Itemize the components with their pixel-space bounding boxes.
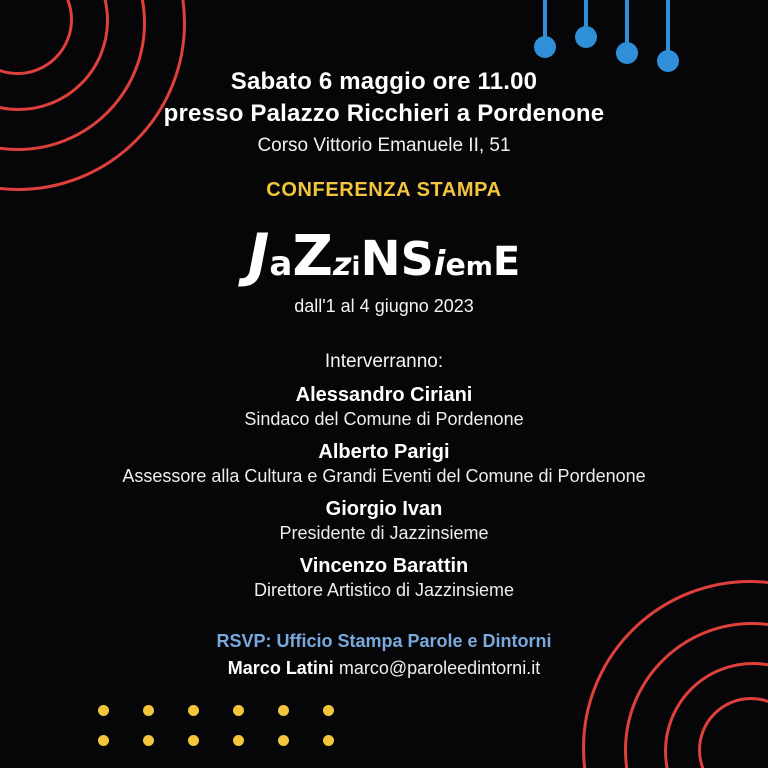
rsvp-label: RSVP bbox=[216, 631, 266, 652]
speakers-heading: Interverranno: bbox=[324, 351, 444, 373]
dot-icon bbox=[233, 735, 244, 746]
speaker-entry bbox=[0, 498, 768, 544]
logo-letter: z bbox=[332, 245, 352, 284]
contact-name: Marco Latini bbox=[227, 658, 334, 679]
dot-grid-row bbox=[98, 705, 334, 716]
speaker-role: Presidente di Jazzinsieme bbox=[279, 523, 489, 544]
dot-icon bbox=[323, 705, 334, 716]
speaker-role: Direttore Artistico di Jazzinsieme bbox=[253, 580, 515, 601]
dot-icon bbox=[188, 705, 199, 716]
rsvp-organization: Ufficio Stampa Parole e Dintorni bbox=[276, 631, 552, 652]
dot-icon bbox=[278, 735, 289, 746]
logo-letter: N bbox=[360, 231, 401, 288]
dot-icon bbox=[278, 705, 289, 716]
logo-letter: Z bbox=[292, 224, 333, 290]
jazzinsieme-logo bbox=[0, 221, 768, 290]
logo-letter: i bbox=[351, 252, 361, 283]
event-address: Corso Vittorio Emanuele II, 51 bbox=[257, 135, 511, 157]
dot-icon bbox=[98, 735, 109, 746]
speaker-entry bbox=[0, 555, 768, 601]
contact-line bbox=[0, 658, 768, 679]
event-when-line-1: Sabato 6 maggio ore 11.00 bbox=[230, 68, 538, 95]
dot-icon bbox=[233, 705, 244, 716]
speaker-name: Alessandro Ciriani bbox=[295, 384, 473, 407]
speaker-name: Vincenzo Barattin bbox=[299, 555, 469, 578]
logo-letter: e bbox=[445, 248, 466, 284]
rsvp-line bbox=[0, 631, 768, 652]
speaker-entry bbox=[0, 441, 768, 487]
logo-letter: m bbox=[465, 252, 493, 283]
rsvp-separator: : bbox=[265, 631, 277, 652]
dot-icon bbox=[143, 735, 154, 746]
speakers-list bbox=[0, 384, 768, 601]
event-kicker: CONFERENZA STAMPA bbox=[266, 179, 502, 202]
dot-icon bbox=[188, 735, 199, 746]
dot-icon bbox=[323, 735, 334, 746]
dot-grid-row bbox=[98, 735, 334, 746]
speaker-name: Giorgio Ivan bbox=[325, 498, 443, 521]
yellow-dot-grid bbox=[98, 705, 334, 746]
speaker-role: Assessore alla Cultura e Grandi Eventi del Comune di Pordenone bbox=[122, 466, 646, 487]
event-when-line-2: presso Palazzo Ricchieri a Pordenone bbox=[163, 99, 605, 127]
dot-icon bbox=[98, 705, 109, 716]
logo-letter: S bbox=[400, 232, 434, 287]
speaker-name: Alberto Parigi bbox=[318, 441, 450, 464]
logo-letter: a bbox=[269, 244, 293, 285]
arc-ring-inner-br-icon bbox=[698, 697, 768, 768]
logo-letter: J bbox=[247, 221, 270, 290]
contact-email[interactable]: marco@paroleedintorni.it bbox=[338, 658, 541, 679]
festival-dates: dall'1 al 4 giugno 2023 bbox=[294, 296, 474, 317]
speaker-role: Sindaco del Comune di Pordenone bbox=[244, 409, 524, 430]
speaker-entry bbox=[0, 384, 768, 430]
logo-letter: i bbox=[433, 244, 446, 285]
dot-icon bbox=[143, 705, 154, 716]
logo-letter: E bbox=[492, 239, 521, 286]
